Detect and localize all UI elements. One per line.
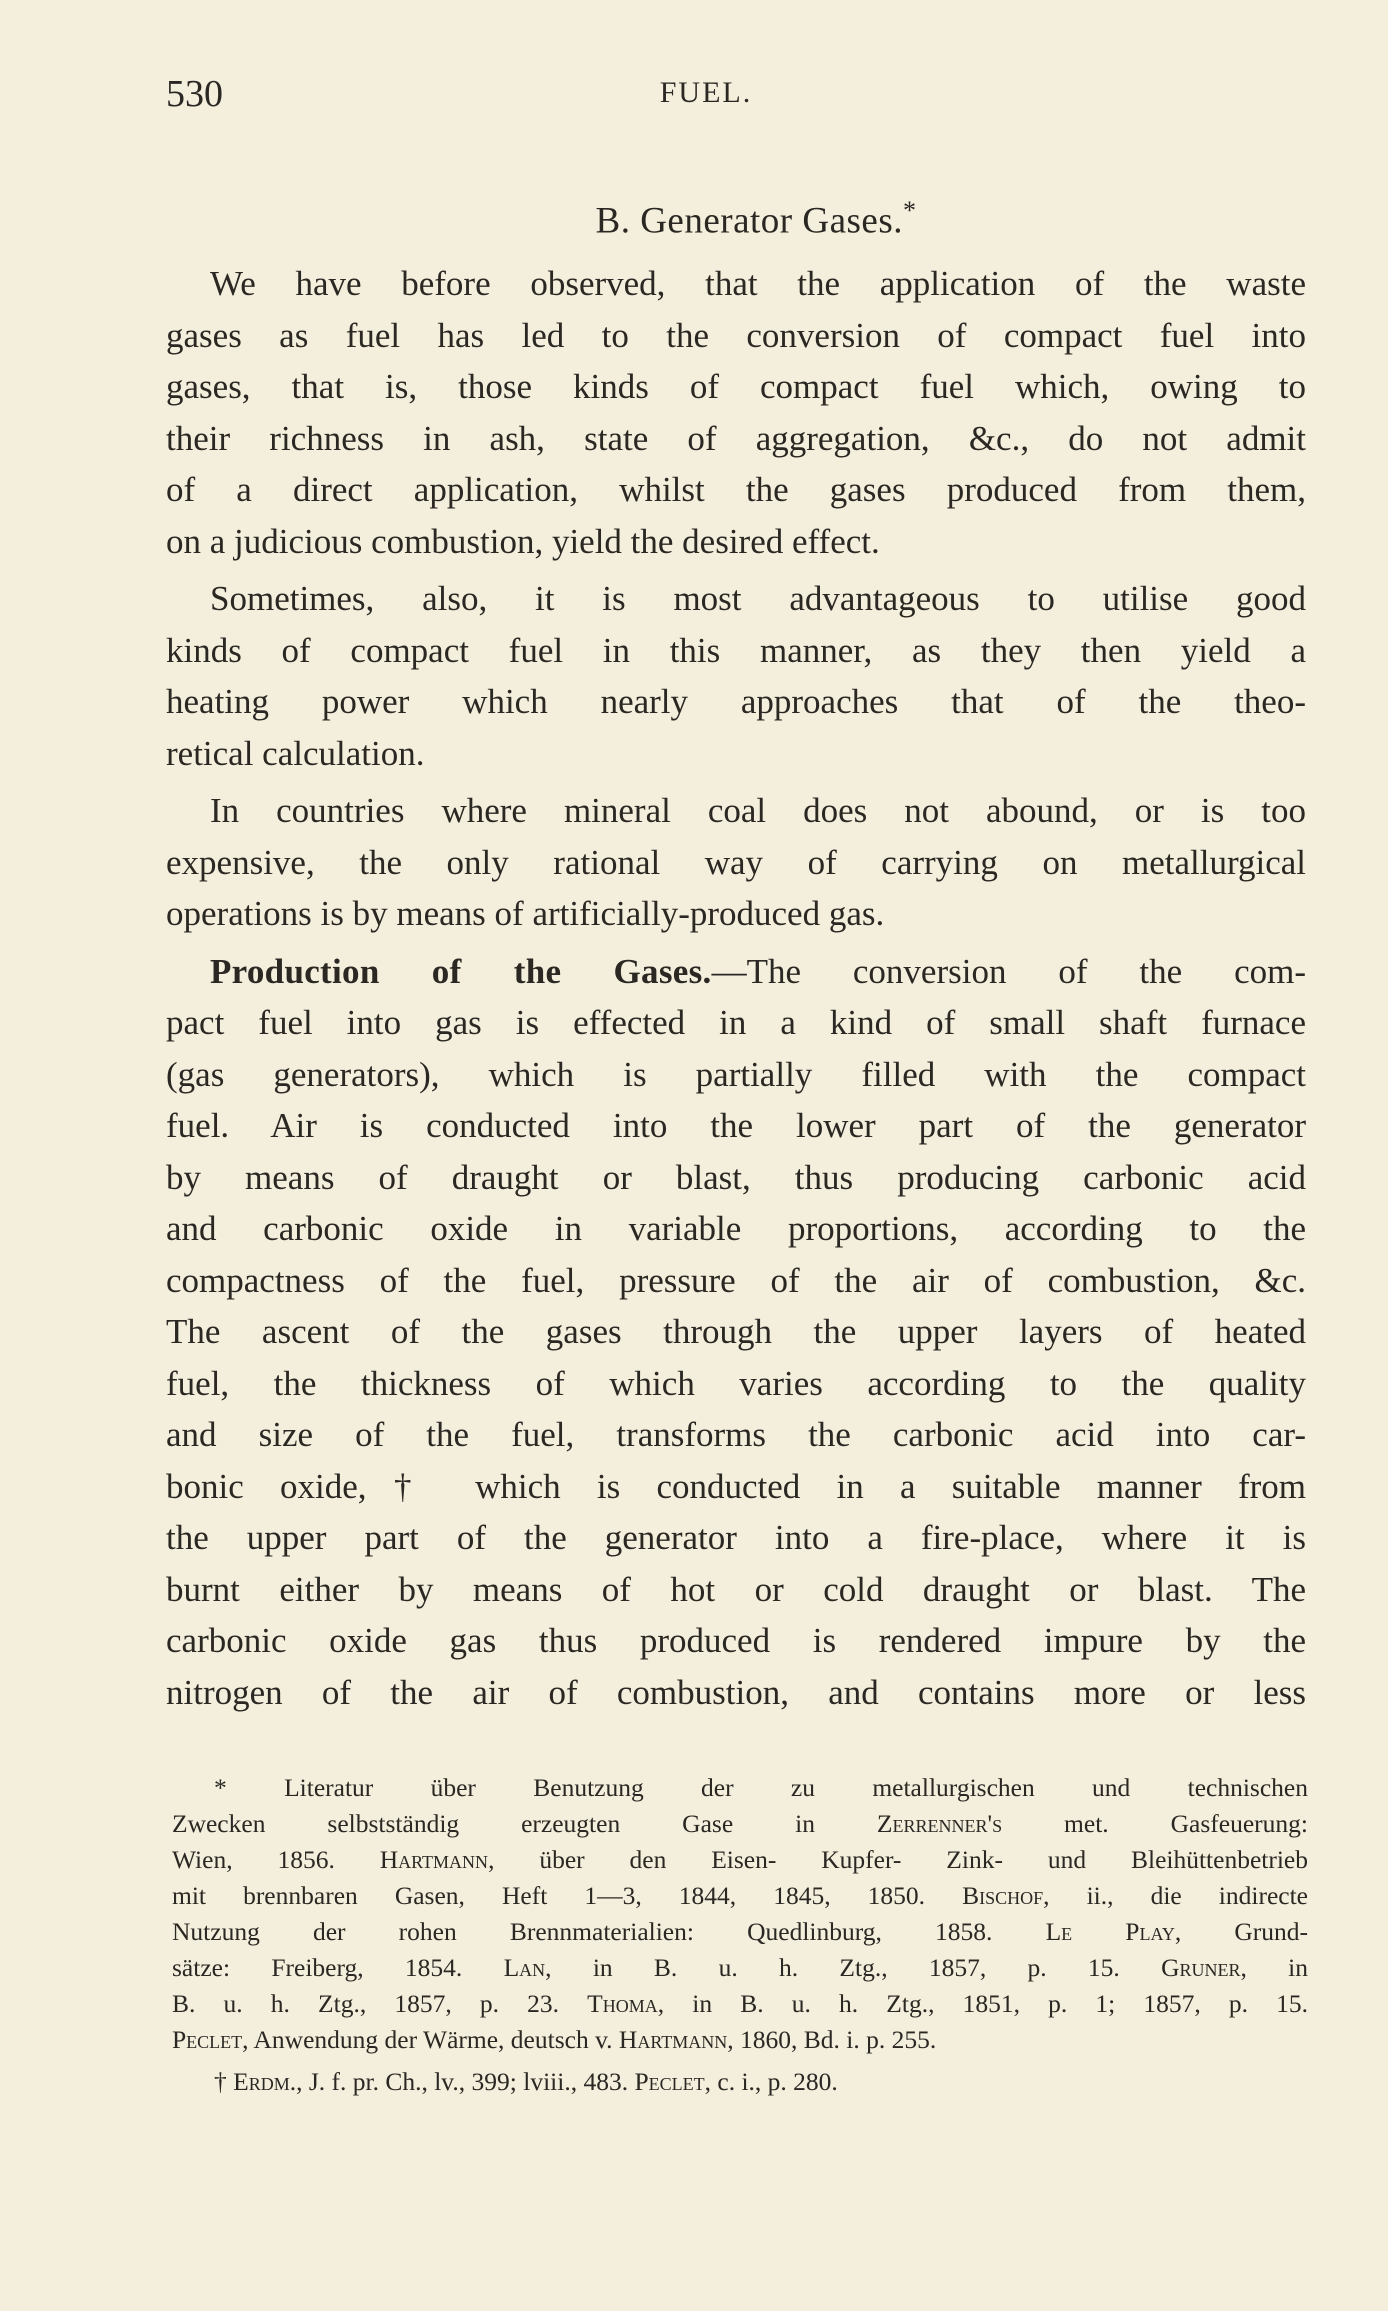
text-segment: , in xyxy=(1240,1953,1308,1982)
text-line xyxy=(172,1986,1308,2022)
text-line xyxy=(172,1914,1308,1950)
author-name: Erdm. xyxy=(233,2067,297,2096)
text-line xyxy=(166,1152,1306,1204)
text-segment: , über den Eisen- Kupfer- Zink- und Bleihüttenbetrieb xyxy=(488,1845,1309,1874)
author-name: Hartmann xyxy=(618,2025,728,2054)
text-segment: burnt either by means of hot or cold draught or blast. The xyxy=(166,1569,1306,1609)
paragraph xyxy=(166,785,1306,940)
text-segment: Zwecken selbstständig erzeugten Gase in xyxy=(172,1809,877,1838)
paragraph xyxy=(166,946,1306,1719)
text-segment: mit brennbaren Gasen, Heft 1—3, 1844, 1845, 1850. xyxy=(172,1881,963,1910)
section-title-text: B. Generator Gases. xyxy=(595,200,903,242)
text-line xyxy=(166,1461,1306,1513)
text-line xyxy=(166,1358,1306,1410)
text-segment: met. Gasfeuerung: xyxy=(1002,1809,1308,1838)
text-line xyxy=(166,997,1306,1049)
author-name: Le Play xyxy=(1045,1917,1175,1946)
text-line xyxy=(166,310,1306,362)
running-head xyxy=(166,72,1306,122)
text-segment: the upper part of the generator into a fire-place, where it is xyxy=(166,1518,1306,1557)
text-line xyxy=(166,258,1306,310)
text-segment: pact fuel into gas is effected in a kind of small shaft furnace xyxy=(166,1003,1306,1042)
text-segment: , J. f. pr. Ch., lv., 399; lviii., 483. xyxy=(296,2067,635,2096)
text-segment: * Literatur über Benutzung der zu metallurgischen und technischen xyxy=(214,1773,1308,1802)
text-line xyxy=(172,1770,1308,1806)
text-segment: of a direct application, whilst the gases produced from them, xyxy=(166,470,1306,509)
text-segment: on a judicious combustion, yield the desired effect. xyxy=(166,521,880,561)
text-line xyxy=(172,1842,1308,1878)
text-segment: bonic oxide,† which is conducted in a suitable manner from xyxy=(166,1466,1306,1506)
text-line xyxy=(166,1100,1306,1152)
text-line xyxy=(166,1203,1306,1255)
author-name: Hartmann xyxy=(379,1845,489,1874)
text-segment: B. u. h. Ztg., 1857, p. 23. xyxy=(172,1989,588,2018)
text-segment: , in B. u. h. Ztg., 1851, p. 1; 1857, p. 15. xyxy=(657,1989,1309,2018)
footnote xyxy=(172,2064,1308,2100)
author-name: Thoma xyxy=(587,1989,658,2018)
text-segment: nitrogen of the air of combustion, and contains more or less xyxy=(166,1672,1306,1712)
text-segment: operations is by means of artificially-produced gas. xyxy=(166,894,885,933)
text-line xyxy=(166,361,1306,413)
text-line xyxy=(166,1667,1306,1719)
text-line xyxy=(166,676,1306,728)
text-segment: expensive, the only rational way of carrying on metallurgical xyxy=(166,842,1306,882)
page-number: 530 xyxy=(166,73,223,115)
text-segment: kinds of compact fuel in this manner, as they then yield a xyxy=(166,630,1306,670)
text-segment: Sometimes, also, it is most advantageous to utilise good xyxy=(210,579,1306,618)
text-line xyxy=(166,413,1306,465)
text-line xyxy=(172,2064,1308,2100)
text-segment: , Grund- xyxy=(1174,1917,1308,1946)
text-segment: and carbonic oxide in variable proportions, according to the xyxy=(166,1209,1306,1248)
text-segment: retical calculation. xyxy=(166,733,425,773)
text-line xyxy=(166,888,1306,940)
text-segment: their richness in ash, state of aggregation, &c., do not admit xyxy=(166,418,1306,458)
text-line xyxy=(172,1878,1308,1914)
author-name: Bischof xyxy=(962,1881,1044,1910)
author-name: Lan xyxy=(503,1953,546,1982)
text-segment: , Anwendung der Wärme, deutsch v. xyxy=(242,2025,619,2054)
text-segment: fuel, the thickness of which varies according to the quality xyxy=(166,1363,1306,1403)
text-line xyxy=(166,785,1306,837)
text-segment: , ii., die indirecte xyxy=(1043,1881,1308,1910)
text-segment: —The conversion of the com- xyxy=(711,951,1307,991)
text-segment: The ascent of the gases through the upper layers of heated xyxy=(166,1312,1306,1351)
footnote-mark: * xyxy=(902,196,917,225)
text-line xyxy=(166,946,1306,998)
text-segment: Nutzung der rohen Brennmaterialien: Quedlinburg, 1858. xyxy=(172,1917,1046,1946)
text-line xyxy=(172,1806,1308,1842)
run-in-heading: Production of the Gases. xyxy=(210,951,712,991)
text-segment: , 1860, Bd. i. p. 255. xyxy=(727,2025,937,2054)
text-line xyxy=(166,573,1306,625)
author-name: Peclet xyxy=(172,2025,243,2054)
text-segment: , c. i., p. 280. xyxy=(704,2067,838,2096)
text-segment: carbonic oxide gas thus produced is rendered impure by the xyxy=(166,1621,1306,1660)
text-segment: gases, that is, those kinds of compact fuel which, owing to xyxy=(166,367,1306,406)
author-name: Peclet xyxy=(634,2067,705,2096)
footnotes xyxy=(172,1770,1308,2106)
text-line xyxy=(166,516,1306,568)
text-line xyxy=(166,1306,1306,1358)
text-segment: gases as fuel has led to the conversion of compact fuel into xyxy=(166,315,1306,355)
text-segment: sätze: Freiberg, 1854. xyxy=(172,1953,504,1982)
text-line xyxy=(166,1255,1306,1307)
text-segment: (gas generators), which is partially filled with the compact xyxy=(166,1054,1306,1094)
text-segment: Wien, 1856. xyxy=(172,1845,380,1874)
text-line xyxy=(172,2022,1308,2058)
text-line xyxy=(172,1950,1308,1986)
text-line xyxy=(166,728,1306,780)
text-line xyxy=(166,625,1306,677)
text-segment: and size of the fuel, transforms the carbonic acid into car- xyxy=(166,1415,1306,1454)
text-segment: compactness of the fuel, pressure of the air of combustion, &c. xyxy=(166,1260,1306,1300)
text-segment: In countries where mineral coal does not abound, or is too xyxy=(210,791,1306,830)
running-title: FUEL. xyxy=(659,76,753,109)
body-text xyxy=(166,258,1306,1724)
text-segment: heating power which nearly approaches that of the theo- xyxy=(166,682,1306,721)
text-segment: † xyxy=(214,2067,234,2096)
author-name: Zerrenner's xyxy=(876,1809,1003,1838)
paragraph xyxy=(166,573,1306,779)
text-line xyxy=(166,837,1306,889)
section-title xyxy=(166,196,1306,242)
paragraph xyxy=(166,258,1306,567)
text-line xyxy=(166,1512,1306,1564)
text-line xyxy=(166,1049,1306,1101)
text-line xyxy=(166,1409,1306,1461)
footnote xyxy=(172,1770,1308,2058)
text-segment: We have before observed, that the application of the waste xyxy=(210,264,1306,303)
text-line xyxy=(166,1615,1306,1667)
text-line xyxy=(166,1564,1306,1616)
text-segment: , in B. u. h. Ztg., 1857, p. 15. xyxy=(545,1953,1162,1982)
text-segment: by means of draught or blast, thus producing carbonic acid xyxy=(166,1157,1306,1197)
text-line xyxy=(166,464,1306,516)
author-name: Gruner xyxy=(1161,1953,1241,1982)
text-segment: fuel. Air is conducted into the lower part of the generator xyxy=(166,1106,1306,1145)
